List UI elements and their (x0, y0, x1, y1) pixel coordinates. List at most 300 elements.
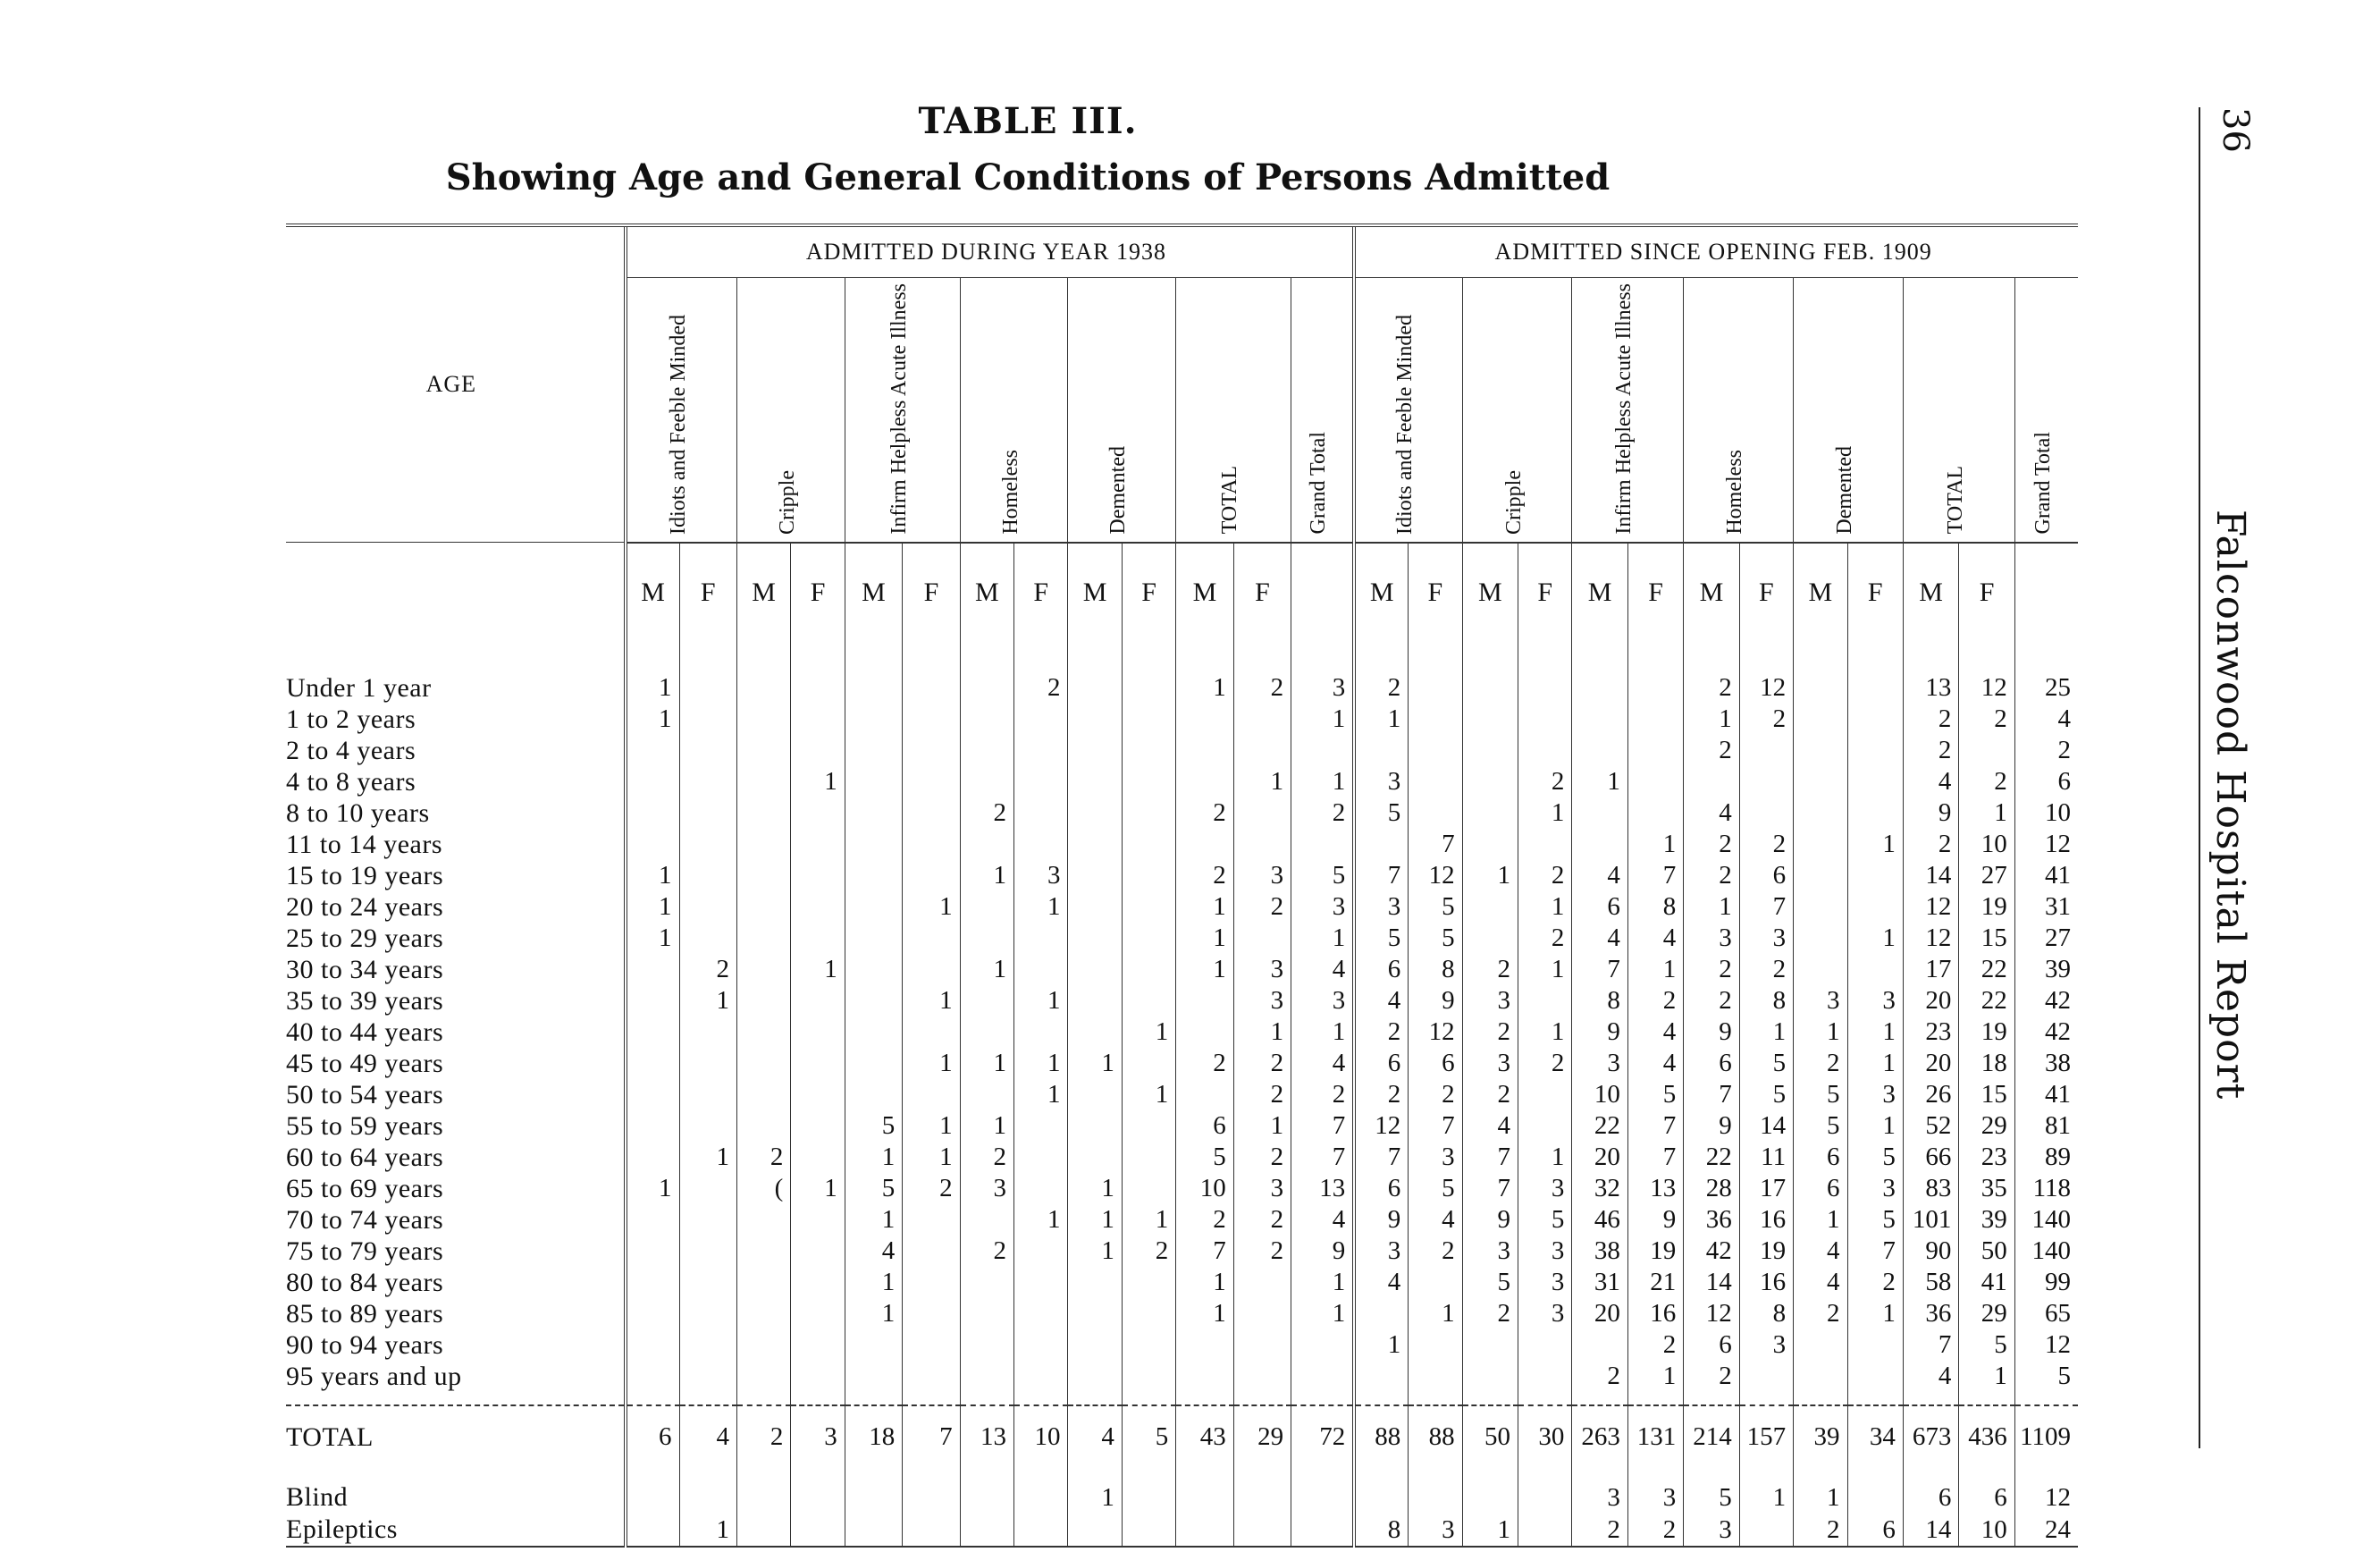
table-cell: 11 (1739, 1142, 1793, 1173)
table-cell: 101 (1903, 1204, 1958, 1236)
table-cell (736, 1392, 790, 1405)
table-cell: 2 (1291, 797, 1355, 829)
table-cell (1122, 1110, 1175, 1142)
table-row (286, 1329, 2078, 1361)
table-cell: 4 (2014, 704, 2078, 735)
table-cell: 3 (1739, 1329, 1793, 1361)
table-cell (1518, 829, 1572, 860)
table-cell: 14 (1903, 1514, 1958, 1547)
row-label: 80 to 84 years (286, 1267, 444, 1297)
table-cell (736, 1469, 790, 1481)
row-label: 85 to 89 years (286, 1298, 444, 1328)
table-cell (960, 1481, 1013, 1514)
table-cell (1014, 923, 1068, 954)
table-cell: 1 (903, 891, 960, 923)
table-cell (903, 1079, 960, 1110)
table-cell: 23 (1959, 1142, 2014, 1173)
table-cell (626, 1079, 679, 1110)
table-cell: 1 (845, 1142, 902, 1173)
table-cell: 9 (1903, 797, 1958, 829)
table-cell (1409, 642, 1462, 672)
table-cell: 12 (2014, 1329, 2078, 1361)
table-cell (1014, 735, 1068, 766)
table-cell (960, 1329, 1013, 1361)
table-cell: 1 (1518, 797, 1572, 829)
table-cell (1354, 1481, 1408, 1514)
table-cell (1572, 642, 1627, 672)
table-cell (960, 985, 1013, 1016)
table-cell: 12 (1354, 1110, 1408, 1142)
table-cell: 4 (1354, 1267, 1408, 1298)
row-label: 75 to 79 years (286, 1236, 444, 1266)
table-cell: 5 (1684, 1481, 1739, 1514)
table-cell (1233, 642, 1291, 672)
table-cell (1354, 1361, 1408, 1392)
table-cell (1014, 1298, 1068, 1329)
table-cell: 23 (1903, 1016, 1958, 1048)
table-cell: 65 (2014, 1298, 2078, 1329)
table-cell: 25 (2014, 672, 2078, 704)
table-cell (1122, 1142, 1175, 1173)
table-cell (1122, 860, 1175, 891)
table-cell (1847, 1469, 1903, 1481)
table-cell: 3 (1291, 985, 1355, 1016)
table-cell (845, 985, 902, 1016)
table-cell (903, 672, 960, 704)
table-cell: 263 (1572, 1405, 1627, 1469)
table-cell (2014, 1392, 2078, 1405)
table-cell (679, 1329, 736, 1361)
table-cell (960, 1392, 1013, 1405)
table-cell (791, 923, 845, 954)
table-cell (1739, 797, 1793, 829)
table-cell: 20 (1572, 1298, 1627, 1329)
table-cell: 3 (1233, 985, 1291, 1016)
table-cell (1068, 1142, 1122, 1173)
table-cell (1068, 1016, 1122, 1048)
table-cell: ( (736, 1173, 790, 1204)
row-label (286, 1392, 626, 1405)
table-row (286, 1204, 2078, 1236)
table-cell: 1 (1176, 923, 1233, 954)
table-cell (736, 766, 790, 797)
table-cell (626, 1142, 679, 1173)
table-cell: 88 (1409, 1405, 1462, 1469)
sex-header-spacer (286, 543, 626, 642)
table-cell (903, 704, 960, 735)
table-cell: 6 (1176, 1110, 1233, 1142)
table-cell: 2 (1354, 1079, 1408, 1110)
table-cell (1068, 672, 1122, 704)
table-cell (1794, 891, 1847, 923)
table-cell (960, 704, 1013, 735)
table-cell: 3 (1462, 985, 1518, 1016)
table-cell: 18 (845, 1405, 902, 1469)
table-cell: 7 (1627, 860, 1683, 891)
table-cell: 1 (626, 923, 679, 954)
table-cell: 1 (1739, 1016, 1793, 1048)
row-label: 25 to 29 years (286, 923, 444, 953)
table-cell (791, 642, 845, 672)
table-cell (1291, 1514, 1355, 1547)
table-cell: 5 (1627, 1079, 1683, 1110)
table-cell (1014, 642, 1068, 672)
table-cell (1233, 1361, 1291, 1392)
table-cell: 22 (1572, 1110, 1627, 1142)
table-cell (903, 797, 960, 829)
table-cell (1014, 1173, 1068, 1204)
table-cell: 2 (1233, 1142, 1291, 1173)
table-row (286, 1236, 2078, 1267)
table-cell (1068, 1267, 1122, 1298)
table-cell (1739, 1392, 1793, 1405)
cond-demented-during: Demented (1068, 278, 1176, 543)
table-cell (1233, 1298, 1291, 1329)
table-cell (791, 1048, 845, 1079)
table-cell (1684, 1469, 1739, 1481)
table-cell: 2 (1233, 1236, 1291, 1267)
table-cell (791, 829, 845, 860)
page-number: 36 (2215, 107, 2256, 153)
table-cell: 8 (1627, 891, 1683, 923)
table-cell (1572, 1329, 1627, 1361)
table-cell: 21 (1627, 1267, 1683, 1298)
table-cell (736, 923, 790, 954)
table-cell (903, 766, 960, 797)
table-cell: 19 (1959, 891, 2014, 923)
table-cell (1014, 1329, 1068, 1361)
table-cell (626, 797, 679, 829)
table-cell (1847, 704, 1903, 735)
table-cell: 10 (1572, 1079, 1627, 1110)
table-cell (679, 1361, 736, 1392)
table-cell: 1 (791, 766, 845, 797)
table-cell: 3 (1233, 860, 1291, 891)
cond-idiots-during: Idiots and Feeble Minded (626, 278, 737, 543)
table-cell: 12 (1959, 672, 2014, 704)
table-cell: 7 (1684, 1079, 1739, 1110)
table-cell: 7 (1354, 1142, 1408, 1173)
table-cell (1739, 1469, 1793, 1481)
table-cell (960, 1469, 1013, 1481)
cond-total-during: TOTAL (1176, 278, 1291, 543)
table-cell (845, 891, 902, 923)
table-cell: 2 (1572, 1514, 1627, 1547)
table-cell: 5 (845, 1173, 902, 1204)
table-cell (791, 1016, 845, 1048)
table-cell: 2 (1354, 672, 1408, 704)
sex-header-m: M (1068, 543, 1122, 642)
group-admitted-during: ADMITTED DURING YEAR 1938 (626, 225, 1355, 278)
table-cell: 2 (1518, 860, 1572, 891)
table-cell (1462, 1469, 1518, 1481)
table-cell (845, 860, 902, 891)
table-cell (626, 1469, 679, 1481)
table-cell (845, 1481, 902, 1514)
table-cell: 2 (1354, 1016, 1408, 1048)
row-label: 55 to 59 years (286, 1110, 444, 1141)
table-cell (791, 1329, 845, 1361)
table-cell (1068, 1298, 1122, 1329)
spacer-row (286, 1469, 2078, 1481)
table-cell (626, 1392, 679, 1405)
table-cell (960, 1361, 1013, 1392)
table-cell (679, 1016, 736, 1048)
table-cell (1627, 797, 1683, 829)
table-cell (1354, 1298, 1408, 1329)
table-cell (1354, 735, 1408, 766)
table-cell: 6 (1354, 954, 1408, 985)
table-cell: 39 (1794, 1405, 1847, 1469)
table-cell: 2 (1959, 704, 2014, 735)
table-cell: 214 (1684, 1405, 1739, 1469)
table-cell (845, 642, 902, 672)
row-label: Epileptics (286, 1514, 626, 1547)
table-cell (1176, 704, 1233, 735)
table-cell: 12 (1684, 1298, 1739, 1329)
sex-header-m: M (736, 543, 790, 642)
table-row (286, 735, 2078, 766)
table-cell (736, 860, 790, 891)
table-cell (1122, 1048, 1175, 1079)
table-cell (1739, 735, 1793, 766)
table-cell (1014, 1469, 1068, 1481)
table-cell: 4 (1409, 1204, 1462, 1236)
table-cell (791, 1361, 845, 1392)
table-cell (903, 1267, 960, 1298)
table-cell (960, 672, 1013, 704)
table-cell (903, 1016, 960, 1048)
table-cell: 26 (1903, 1079, 1958, 1110)
table-cell (626, 1110, 679, 1142)
table-cell: 1 (1291, 704, 1355, 735)
table-cell: 5 (1739, 1048, 1793, 1079)
table-cell: 2 (1739, 704, 1793, 735)
table-cell (1794, 860, 1847, 891)
table-cell (1122, 797, 1175, 829)
table-cell (1409, 1329, 1462, 1361)
table-cell (1518, 1469, 1572, 1481)
table-cell: 81 (2014, 1110, 2078, 1142)
table-cell (1518, 985, 1572, 1016)
table-cell (679, 797, 736, 829)
table-cell (1176, 1329, 1233, 1361)
table-cell: 1 (1518, 1142, 1572, 1173)
table-cell: 7 (1354, 860, 1408, 891)
table-cell: 22 (1959, 985, 2014, 1016)
table-cell: 5 (1518, 1204, 1572, 1236)
table-cell (1572, 704, 1627, 735)
table-cell: 1 (679, 985, 736, 1016)
table-cell: 19 (1739, 1236, 1793, 1267)
table-cell (1068, 1361, 1122, 1392)
table-cell: 16 (1739, 1204, 1793, 1236)
table-cell (1291, 1329, 1355, 1361)
table-cell: 3 (1847, 1173, 1903, 1204)
row-label: 90 to 94 years (286, 1329, 444, 1360)
table-cell (1409, 704, 1462, 735)
table-cell: 38 (2014, 1048, 2078, 1079)
table-cell (1122, 1514, 1175, 1547)
extra-row (286, 1481, 2078, 1514)
table-cell (845, 1016, 902, 1048)
table-cell (1409, 1481, 1462, 1514)
table-cell: 72 (1291, 1405, 1355, 1469)
table-cell (679, 1079, 736, 1110)
table-cell (1409, 1392, 1462, 1405)
table-cell: 1 (1847, 1048, 1903, 1079)
table-cell (845, 1329, 902, 1361)
table-cell: 5 (1291, 860, 1355, 891)
table-cell: 66 (1903, 1142, 1958, 1173)
table-cell (679, 1204, 736, 1236)
sex-header-f: F (791, 543, 845, 642)
table-cell (1739, 1514, 1793, 1547)
table-cell (1572, 1392, 1627, 1405)
table-cell: 3 (791, 1405, 845, 1469)
sex-header-blank (2014, 543, 2078, 642)
table-cell: 28 (1684, 1173, 1739, 1204)
sex-header-f: F (1409, 543, 1462, 642)
table-cell: 1 (845, 1298, 902, 1329)
table-cell (903, 1392, 960, 1405)
table-cell: 1 (903, 985, 960, 1016)
table-cell (1627, 766, 1683, 797)
table-cell: 27 (2014, 923, 2078, 954)
table-body (286, 642, 2078, 1547)
table-cell: 22 (1684, 1142, 1739, 1173)
table-cell (1014, 1267, 1068, 1298)
running-head: Falconwood Hospital Report (2208, 510, 2253, 1101)
table-cell (679, 860, 736, 891)
table-cell (1462, 797, 1518, 829)
table-cell: 41 (1959, 1267, 2014, 1298)
table-cell: 42 (2014, 1016, 2078, 1048)
table-cell: 5 (1847, 1142, 1903, 1173)
table-cell: 52 (1903, 1110, 1958, 1142)
cond-cripple-since: Cripple (1462, 278, 1572, 543)
table-cell: 5 (1409, 923, 1462, 954)
table-cell (1068, 985, 1122, 1016)
table-cell (1122, 766, 1175, 797)
table-cell (1233, 1514, 1291, 1547)
table-cell (1794, 642, 1847, 672)
table-cell (791, 1236, 845, 1267)
table-cell: 1 (1068, 1481, 1122, 1514)
table-cell: 42 (2014, 985, 2078, 1016)
table-cell: 7 (903, 1405, 960, 1469)
table-cell: 1 (1176, 954, 1233, 985)
table-cell: 7 (1291, 1110, 1355, 1142)
table-cell: 12 (1903, 923, 1958, 954)
table-cell (679, 1110, 736, 1142)
table-cell: 2 (1627, 1329, 1683, 1361)
table-cell (1176, 735, 1233, 766)
table-cell: 5 (845, 1110, 902, 1142)
table-cell (1014, 954, 1068, 985)
table-cell (1068, 1110, 1122, 1142)
table-cell (626, 1329, 679, 1361)
table-cell: 3 (1518, 1236, 1572, 1267)
table-row (286, 891, 2078, 923)
table-cell: 2 (960, 1142, 1013, 1173)
table-cell: 27 (1959, 860, 2014, 891)
table-cell: 31 (1572, 1267, 1627, 1298)
table-cell: 2 (1684, 672, 1739, 704)
row-label: 2 to 4 years (286, 735, 416, 765)
table-cell (1176, 766, 1233, 797)
table-cell (679, 1469, 736, 1481)
table-cell: 3 (1572, 1048, 1627, 1079)
cond-grand-total-since: Grand Total (2014, 278, 2078, 543)
table-cell: 3 (1684, 1514, 1739, 1547)
table-cell: 5 (1176, 1142, 1233, 1173)
table-cell (1068, 829, 1122, 860)
table-cell: 7 (1409, 829, 1462, 860)
table-cell (679, 704, 736, 735)
table-cell: 5 (1959, 1329, 2014, 1361)
table-cell (736, 672, 790, 704)
table-cell (845, 1361, 902, 1392)
table-cell (845, 954, 902, 985)
sex-header-m: M (1354, 543, 1408, 642)
table-cell (1176, 642, 1233, 672)
table-cell (626, 1236, 679, 1267)
table-cell (1794, 1361, 1847, 1392)
table-cell (679, 1048, 736, 1079)
table-cell (626, 1514, 679, 1547)
table-cell: 1 (1794, 1016, 1847, 1048)
table-cell (1847, 1481, 1903, 1514)
table-cell: 3 (1627, 1481, 1683, 1514)
table-cell: 1 (1959, 1361, 2014, 1392)
table-cell: 9 (1572, 1016, 1627, 1048)
table-cell: 1 (679, 1514, 736, 1547)
table-cell: 1 (1518, 954, 1572, 985)
table-cell: 31 (2014, 891, 2078, 923)
table-cell (1291, 1392, 1355, 1405)
row-label: 45 to 49 years (286, 1048, 444, 1078)
table-cell (1014, 1361, 1068, 1392)
table-cell (679, 829, 736, 860)
table-cell (679, 735, 736, 766)
table-cell (1233, 923, 1291, 954)
table-cell: 17 (1903, 954, 1958, 985)
table-cell (736, 1329, 790, 1361)
table-cell (1122, 891, 1175, 923)
table-cell (1409, 766, 1462, 797)
table-cell: 2 (1739, 829, 1793, 860)
table-cell: 12 (2014, 1481, 2078, 1514)
table-cell (1122, 1173, 1175, 1204)
table-cell (1291, 1469, 1355, 1481)
table-row (286, 1016, 2078, 1048)
row-label: 20 to 24 years (286, 891, 444, 922)
table-cell (1122, 1481, 1175, 1514)
table-cell (1462, 704, 1518, 735)
cond-cripple-during: Cripple (736, 278, 845, 543)
table-cell (845, 923, 902, 954)
table-cell (736, 1110, 790, 1142)
row-label: 65 to 69 years (286, 1173, 444, 1203)
table-cell: 3 (960, 1173, 1013, 1204)
table-cell (1462, 642, 1518, 672)
table-cell: 1 (626, 891, 679, 923)
table-cell: 1 (960, 954, 1013, 985)
table-cell (1233, 797, 1291, 829)
row-label: 15 to 19 years (286, 860, 444, 890)
table-cell: 99 (2014, 1267, 2078, 1298)
